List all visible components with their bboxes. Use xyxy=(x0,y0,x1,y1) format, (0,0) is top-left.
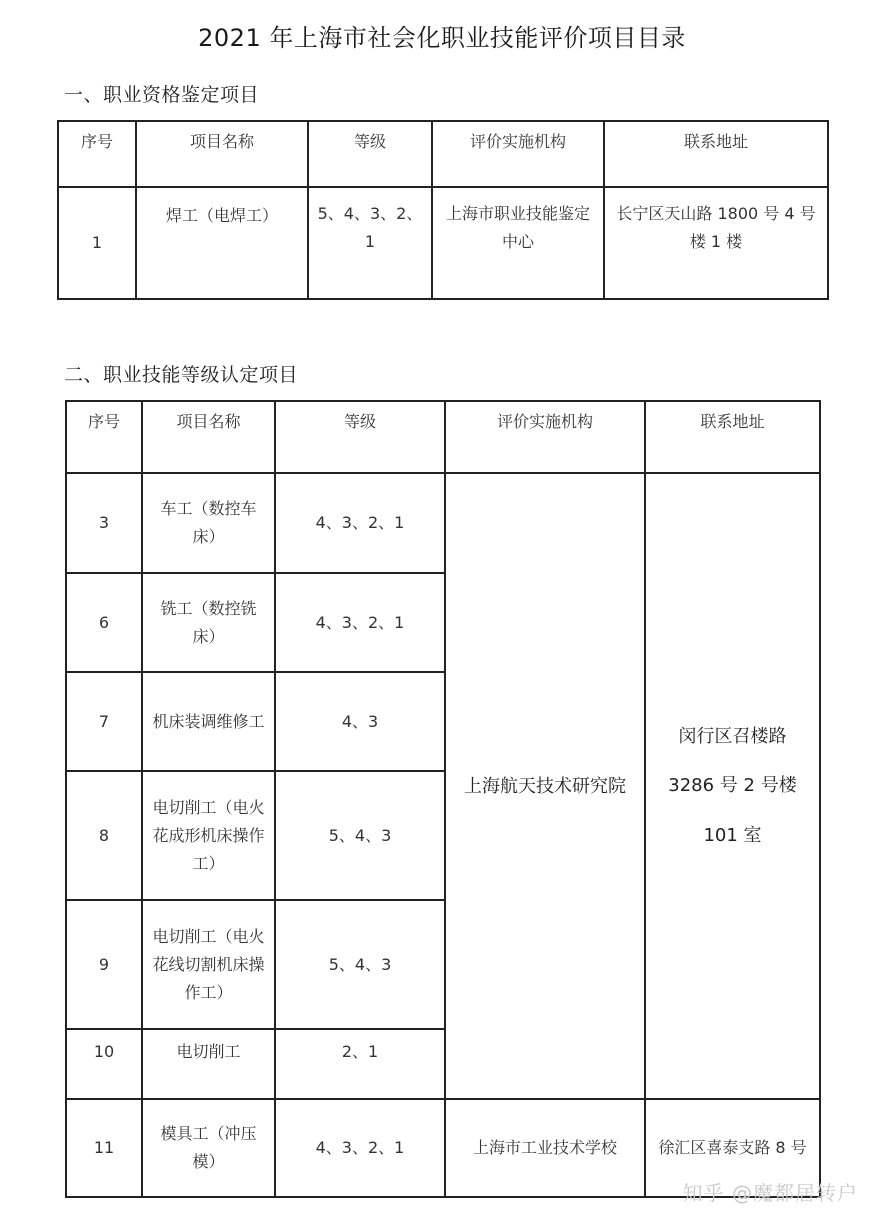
header-org: 评价实施机构 xyxy=(445,401,645,473)
table-row xyxy=(66,473,820,573)
cell-org: 上海市工业技术学校 xyxy=(445,1099,645,1197)
cell-level: 4、3、2、1 xyxy=(275,1099,445,1197)
cell-no: 8 xyxy=(66,771,142,900)
skill-level-table xyxy=(65,400,821,1198)
cell-name: 模具工（冲压模） xyxy=(142,1099,275,1197)
cell-name: 车工（数控车床） xyxy=(142,473,275,573)
cell-level: 4、3、2、1 xyxy=(275,573,445,672)
header-name: 项目名称 xyxy=(142,401,275,473)
cell-address: 长宁区天山路 1800 号 4 号楼 1 楼 xyxy=(604,187,828,299)
header-no: 序号 xyxy=(58,121,136,187)
cell-level: 2、1 xyxy=(275,1029,445,1099)
cell-org: 上海市职业技能鉴定中心 xyxy=(432,187,604,299)
cell-name: 焊工（电焊工） xyxy=(136,187,308,299)
address-line: 闵行区召楼路 xyxy=(678,725,787,747)
cell-name: 铣工（数控铣床） xyxy=(142,573,275,672)
header-address: 联系地址 xyxy=(645,401,820,473)
cell-address-group xyxy=(645,473,820,1099)
cell-name: 电切削工（电火花线切割机床操作工） xyxy=(142,900,275,1029)
section1-heading: 一、职业资格鉴定项目 xyxy=(64,84,260,106)
cell-no: 10 xyxy=(66,1029,142,1099)
header-level: 等级 xyxy=(308,121,432,187)
table-row xyxy=(58,187,828,299)
document-title: 2021 年上海市社会化职业技能评价项目目录 xyxy=(198,24,686,52)
watermark-text: 知乎 @魔都居转户 xyxy=(682,1181,858,1205)
cell-level: 5、4、3 xyxy=(275,771,445,900)
address-line: 101 室 xyxy=(703,824,762,846)
header-no: 序号 xyxy=(66,401,142,473)
cell-level: 4、3、2、1 xyxy=(275,473,445,573)
header-level: 等级 xyxy=(275,401,445,473)
cell-name: 电切削工（电火花成形机床操作工） xyxy=(142,771,275,900)
header-address: 联系地址 xyxy=(604,121,828,187)
table-header-row xyxy=(58,121,828,187)
header-name: 项目名称 xyxy=(136,121,308,187)
cell-name: 电切削工 xyxy=(142,1029,275,1099)
qualification-table xyxy=(57,120,829,300)
cell-no: 9 xyxy=(66,900,142,1029)
cell-level: 5、4、3、2、1 xyxy=(308,187,432,299)
cell-address: 徐汇区喜泰支路 8 号 xyxy=(645,1099,820,1197)
cell-no: 3 xyxy=(66,473,142,573)
cell-no: 7 xyxy=(66,672,142,771)
address-line: 3286 号 2 号楼 xyxy=(668,775,797,797)
header-org: 评价实施机构 xyxy=(432,121,604,187)
cell-org-group: 上海航天技术研究院 xyxy=(445,473,645,1099)
section2-heading: 二、职业技能等级认定项目 xyxy=(64,364,299,386)
cell-no: 6 xyxy=(66,573,142,672)
table-header-row xyxy=(66,401,820,473)
cell-no: 11 xyxy=(66,1099,142,1197)
cell-no: 1 xyxy=(58,187,136,299)
cell-level: 4、3 xyxy=(275,672,445,771)
cell-level: 5、4、3 xyxy=(275,900,445,1029)
cell-name: 机床装调维修工 xyxy=(142,672,275,771)
